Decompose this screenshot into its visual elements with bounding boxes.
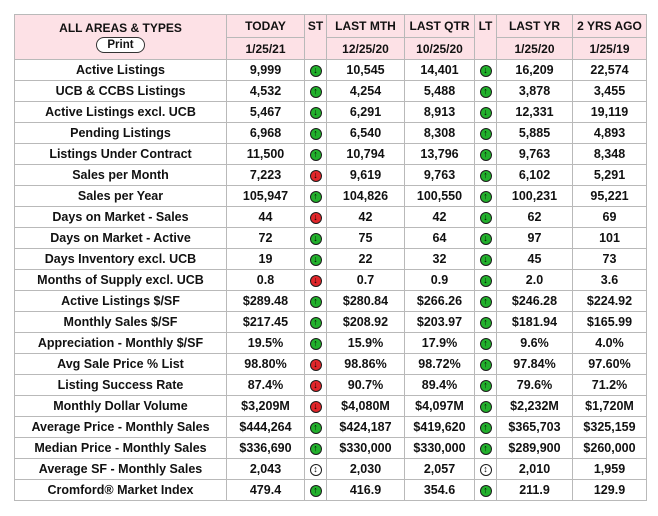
st-trend	[305, 207, 327, 228]
row-label: Pending Listings	[15, 123, 227, 144]
col-last-qtr-date: 10/25/20	[405, 38, 475, 60]
last-qtr-value: 14,401	[405, 60, 475, 81]
st-trend	[305, 375, 327, 396]
table-row	[15, 102, 647, 123]
last-qtr-value: 89.4%	[405, 375, 475, 396]
down-arrow-icon: ↓	[310, 233, 322, 245]
today-value: 6,968	[227, 123, 305, 144]
table-row	[15, 291, 647, 312]
lt-trend	[475, 228, 497, 249]
lt-trend	[475, 459, 497, 480]
last-mth-value: 10,794	[327, 144, 405, 165]
two-yrs-value: 71.2%	[573, 375, 647, 396]
two-yrs-value: 95,221	[573, 186, 647, 207]
col-last-mth-date: 12/25/20	[327, 38, 405, 60]
row-label: Appreciation - Monthly $/SF	[15, 333, 227, 354]
st-trend	[305, 417, 327, 438]
table-header	[15, 15, 647, 60]
two-yrs-value: $1,720M	[573, 396, 647, 417]
last-mth-value: $4,080M	[327, 396, 405, 417]
last-mth-value: 2,030	[327, 459, 405, 480]
row-label: UCB & CCBS Listings	[15, 81, 227, 102]
table-row	[15, 186, 647, 207]
table-row	[15, 354, 647, 375]
up-arrow-icon: ↑	[480, 401, 492, 413]
last-yr-value: 100,231	[497, 186, 573, 207]
down-arrow-icon: ↓	[310, 359, 322, 371]
up-arrow-icon: ↑	[480, 485, 492, 497]
table-row	[15, 480, 647, 501]
last-qtr-value: 5,488	[405, 81, 475, 102]
st-trend	[305, 396, 327, 417]
table-row	[15, 207, 647, 228]
last-qtr-value: 2,057	[405, 459, 475, 480]
today-value: $217.45	[227, 312, 305, 333]
st-trend	[305, 438, 327, 459]
last-qtr-value: 9,763	[405, 165, 475, 186]
last-mth-value: 15.9%	[327, 333, 405, 354]
two-yrs-value: 5,291	[573, 165, 647, 186]
last-qtr-value: 0.9	[405, 270, 475, 291]
today-value: 479.4	[227, 480, 305, 501]
two-yrs-value: 73	[573, 249, 647, 270]
lt-trend	[475, 123, 497, 144]
lt-trend	[475, 291, 497, 312]
st-trend	[305, 480, 327, 501]
last-yr-value: $246.28	[497, 291, 573, 312]
last-mth-value: 90.7%	[327, 375, 405, 396]
lt-trend	[475, 417, 497, 438]
last-yr-value: $181.94	[497, 312, 573, 333]
table-row	[15, 375, 647, 396]
last-qtr-value: $330,000	[405, 438, 475, 459]
last-qtr-value: 100,550	[405, 186, 475, 207]
last-yr-value: 9.6%	[497, 333, 573, 354]
up-arrow-icon: ↑	[310, 296, 322, 308]
row-label: Cromford® Market Index	[15, 480, 227, 501]
last-yr-value: 5,885	[497, 123, 573, 144]
two-yrs-value: 1,959	[573, 459, 647, 480]
last-qtr-value: 8,308	[405, 123, 475, 144]
st-trend	[305, 459, 327, 480]
last-mth-value: 10,545	[327, 60, 405, 81]
market-stats-panel	[14, 14, 646, 510]
down-arrow-icon: ↓	[480, 275, 492, 287]
last-qtr-value: 98.72%	[405, 354, 475, 375]
last-yr-value: 16,209	[497, 60, 573, 81]
up-arrow-icon: ↑	[310, 149, 322, 161]
row-label: Days on Market - Active	[15, 228, 227, 249]
row-label: Days on Market - Sales	[15, 207, 227, 228]
last-mth-value: 42	[327, 207, 405, 228]
col-last-yr-label: LAST YR	[497, 15, 573, 38]
st-trend	[305, 165, 327, 186]
last-qtr-value: $266.26	[405, 291, 475, 312]
table-row	[15, 270, 647, 291]
table-body	[15, 60, 647, 501]
last-mth-value: 416.9	[327, 480, 405, 501]
st-trend	[305, 228, 327, 249]
row-label: Months of Supply excl. UCB	[15, 270, 227, 291]
today-value: 19.5%	[227, 333, 305, 354]
last-mth-value: $208.92	[327, 312, 405, 333]
st-trend	[305, 354, 327, 375]
area-header-cell	[15, 15, 227, 60]
last-yr-value: 9,763	[497, 144, 573, 165]
today-value: 0.8	[227, 270, 305, 291]
down-arrow-icon: ↓	[310, 170, 322, 182]
up-arrow-icon: ↑	[310, 422, 322, 434]
row-label: Median Price - Monthly Sales	[15, 438, 227, 459]
st-trend	[305, 144, 327, 165]
up-arrow-icon: ↑	[480, 86, 492, 98]
lt-trend	[475, 102, 497, 123]
up-arrow-icon: ↑	[480, 338, 492, 350]
today-value: $289.48	[227, 291, 305, 312]
up-arrow-icon: ↑	[480, 380, 492, 392]
down-arrow-icon: ↓	[310, 275, 322, 287]
lt-trend	[475, 438, 497, 459]
st-trend	[305, 123, 327, 144]
last-mth-value: 9,619	[327, 165, 405, 186]
lt-trend	[475, 165, 497, 186]
lt-trend	[475, 396, 497, 417]
col-2yrs-label: 2 YRS AGO	[573, 15, 647, 38]
table-row	[15, 333, 647, 354]
lt-trend	[475, 333, 497, 354]
last-yr-value: $289,900	[497, 438, 573, 459]
last-qtr-value: 13,796	[405, 144, 475, 165]
two-yrs-value: 101	[573, 228, 647, 249]
last-yr-value: 2.0	[497, 270, 573, 291]
lt-trend	[475, 249, 497, 270]
today-value: $444,264	[227, 417, 305, 438]
two-yrs-value: 3,455	[573, 81, 647, 102]
down-arrow-icon: ↓	[480, 107, 492, 119]
down-arrow-icon: ↓	[310, 401, 322, 413]
col-today-label: TODAY	[227, 15, 305, 38]
up-arrow-icon: ↑	[480, 128, 492, 140]
lt-trend	[475, 60, 497, 81]
col-last-qtr-label: LAST QTR	[405, 15, 475, 38]
last-qtr-value: 42	[405, 207, 475, 228]
up-arrow-icon: ↑	[480, 359, 492, 371]
row-label: Active Listings	[15, 60, 227, 81]
last-mth-value: 6,540	[327, 123, 405, 144]
st-trend	[305, 102, 327, 123]
up-arrow-icon: ↑	[480, 191, 492, 203]
table-row	[15, 312, 647, 333]
table-row	[15, 60, 647, 81]
two-yrs-value: 4,893	[573, 123, 647, 144]
last-mth-value: $424,187	[327, 417, 405, 438]
two-yrs-value: 97.60%	[573, 354, 647, 375]
last-qtr-value: 64	[405, 228, 475, 249]
last-mth-value: 6,291	[327, 102, 405, 123]
up-arrow-icon: ↑	[310, 191, 322, 203]
last-mth-value: 0.7	[327, 270, 405, 291]
two-yrs-value: 4.0%	[573, 333, 647, 354]
today-value: $3,209M	[227, 396, 305, 417]
down-arrow-icon: ↓	[480, 254, 492, 266]
two-yrs-value: 69	[573, 207, 647, 228]
lt-trend	[475, 312, 497, 333]
st-trend	[305, 60, 327, 81]
two-yrs-value: $165.99	[573, 312, 647, 333]
last-mth-value: 98.86%	[327, 354, 405, 375]
lt-trend	[475, 81, 497, 102]
up-arrow-icon: ↑	[310, 86, 322, 98]
up-arrow-icon: ↑	[480, 296, 492, 308]
up-arrow-icon: ↑	[310, 485, 322, 497]
row-label: Monthly Dollar Volume	[15, 396, 227, 417]
last-mth-value: 22	[327, 249, 405, 270]
last-mth-value: 104,826	[327, 186, 405, 207]
last-yr-value: 211.9	[497, 480, 573, 501]
last-yr-value: 2,010	[497, 459, 573, 480]
today-value: 11,500	[227, 144, 305, 165]
today-value: 7,223	[227, 165, 305, 186]
table-row	[15, 81, 647, 102]
up-arrow-icon: ↑	[480, 170, 492, 182]
two-yrs-value: 3.6	[573, 270, 647, 291]
row-label: Listings Under Contract	[15, 144, 227, 165]
up-arrow-icon: ↑	[480, 443, 492, 455]
last-yr-value: 97	[497, 228, 573, 249]
today-value: 87.4%	[227, 375, 305, 396]
last-qtr-value: 8,913	[405, 102, 475, 123]
today-value: 2,043	[227, 459, 305, 480]
col-st-label: ST	[305, 15, 327, 60]
last-qtr-value: 32	[405, 249, 475, 270]
last-mth-value: 4,254	[327, 81, 405, 102]
row-label: Average Price - Monthly Sales	[15, 417, 227, 438]
row-label: Sales per Month	[15, 165, 227, 186]
market-stats-table	[14, 14, 647, 501]
down-arrow-icon: ↓	[310, 65, 322, 77]
up-arrow-icon: ↑	[310, 128, 322, 140]
table-row	[15, 144, 647, 165]
table-row	[15, 417, 647, 438]
last-yr-value: 45	[497, 249, 573, 270]
row-label: Average SF - Monthly Sales	[15, 459, 227, 480]
today-value: 4,532	[227, 81, 305, 102]
last-yr-value: 62	[497, 207, 573, 228]
down-arrow-icon: ↓	[310, 380, 322, 392]
today-value: 105,947	[227, 186, 305, 207]
down-arrow-icon: ↓	[480, 233, 492, 245]
down-arrow-icon: ↓	[310, 212, 322, 224]
today-value: $336,690	[227, 438, 305, 459]
col-2yrs-date: 1/25/19	[573, 38, 647, 60]
lt-trend	[475, 480, 497, 501]
last-mth-value: $280.84	[327, 291, 405, 312]
two-yrs-value: $224.92	[573, 291, 647, 312]
today-value: 44	[227, 207, 305, 228]
st-trend	[305, 312, 327, 333]
col-lt-label: LT	[475, 15, 497, 60]
up-arrow-icon: ↑	[480, 422, 492, 434]
last-yr-value: 12,331	[497, 102, 573, 123]
last-qtr-value: $203.97	[405, 312, 475, 333]
last-yr-value: 97.84%	[497, 354, 573, 375]
neutral-arrow-icon: ↕	[480, 464, 492, 476]
st-trend	[305, 186, 327, 207]
last-qtr-value: 17.9%	[405, 333, 475, 354]
up-arrow-icon: ↑	[310, 317, 322, 329]
print-button[interactable]: Print	[96, 37, 144, 53]
today-value: 5,467	[227, 102, 305, 123]
lt-trend	[475, 354, 497, 375]
lt-trend	[475, 207, 497, 228]
today-value: 9,999	[227, 60, 305, 81]
row-label: Listing Success Rate	[15, 375, 227, 396]
last-qtr-value: $4,097M	[405, 396, 475, 417]
today-value: 19	[227, 249, 305, 270]
lt-trend	[475, 186, 497, 207]
table-row	[15, 438, 647, 459]
lt-trend	[475, 375, 497, 396]
today-value: 98.80%	[227, 354, 305, 375]
two-yrs-value: 22,574	[573, 60, 647, 81]
last-qtr-value: $419,620	[405, 417, 475, 438]
two-yrs-value: 129.9	[573, 480, 647, 501]
last-yr-value: 3,878	[497, 81, 573, 102]
neutral-arrow-icon: ↕	[310, 464, 322, 476]
last-yr-value: 6,102	[497, 165, 573, 186]
up-arrow-icon: ↑	[310, 443, 322, 455]
row-label: Monthly Sales $/SF	[15, 312, 227, 333]
last-qtr-value: 354.6	[405, 480, 475, 501]
table-row	[15, 459, 647, 480]
st-trend	[305, 249, 327, 270]
last-yr-value: 79.6%	[497, 375, 573, 396]
up-arrow-icon: ↑	[480, 317, 492, 329]
st-trend	[305, 333, 327, 354]
up-arrow-icon: ↑	[480, 149, 492, 161]
row-label: Active Listings excl. UCB	[15, 102, 227, 123]
today-value: 72	[227, 228, 305, 249]
table-row	[15, 165, 647, 186]
col-today-date: 1/25/21	[227, 38, 305, 60]
table-row	[15, 396, 647, 417]
up-arrow-icon: ↑	[310, 338, 322, 350]
row-label: Sales per Year	[15, 186, 227, 207]
last-yr-value: $2,232M	[497, 396, 573, 417]
col-last-mth-label: LAST MTH	[327, 15, 405, 38]
two-yrs-value: 8,348	[573, 144, 647, 165]
col-last-yr-date: 1/25/20	[497, 38, 573, 60]
down-arrow-icon: ↓	[480, 65, 492, 77]
table-row	[15, 123, 647, 144]
down-arrow-icon: ↓	[310, 107, 322, 119]
down-arrow-icon: ↓	[310, 254, 322, 266]
table-row	[15, 228, 647, 249]
row-label: Avg Sale Price % List	[15, 354, 227, 375]
row-label: Days Inventory excl. UCB	[15, 249, 227, 270]
last-yr-value: $365,703	[497, 417, 573, 438]
lt-trend	[475, 144, 497, 165]
st-trend	[305, 81, 327, 102]
two-yrs-value: $260,000	[573, 438, 647, 459]
lt-trend	[475, 270, 497, 291]
two-yrs-value: 19,119	[573, 102, 647, 123]
two-yrs-value: $325,159	[573, 417, 647, 438]
area-title: ALL AREAS & TYPES	[59, 21, 182, 35]
down-arrow-icon: ↓	[480, 212, 492, 224]
st-trend	[305, 291, 327, 312]
st-trend	[305, 270, 327, 291]
last-mth-value: 75	[327, 228, 405, 249]
table-row	[15, 249, 647, 270]
last-mth-value: $330,000	[327, 438, 405, 459]
row-label: Active Listings $/SF	[15, 291, 227, 312]
